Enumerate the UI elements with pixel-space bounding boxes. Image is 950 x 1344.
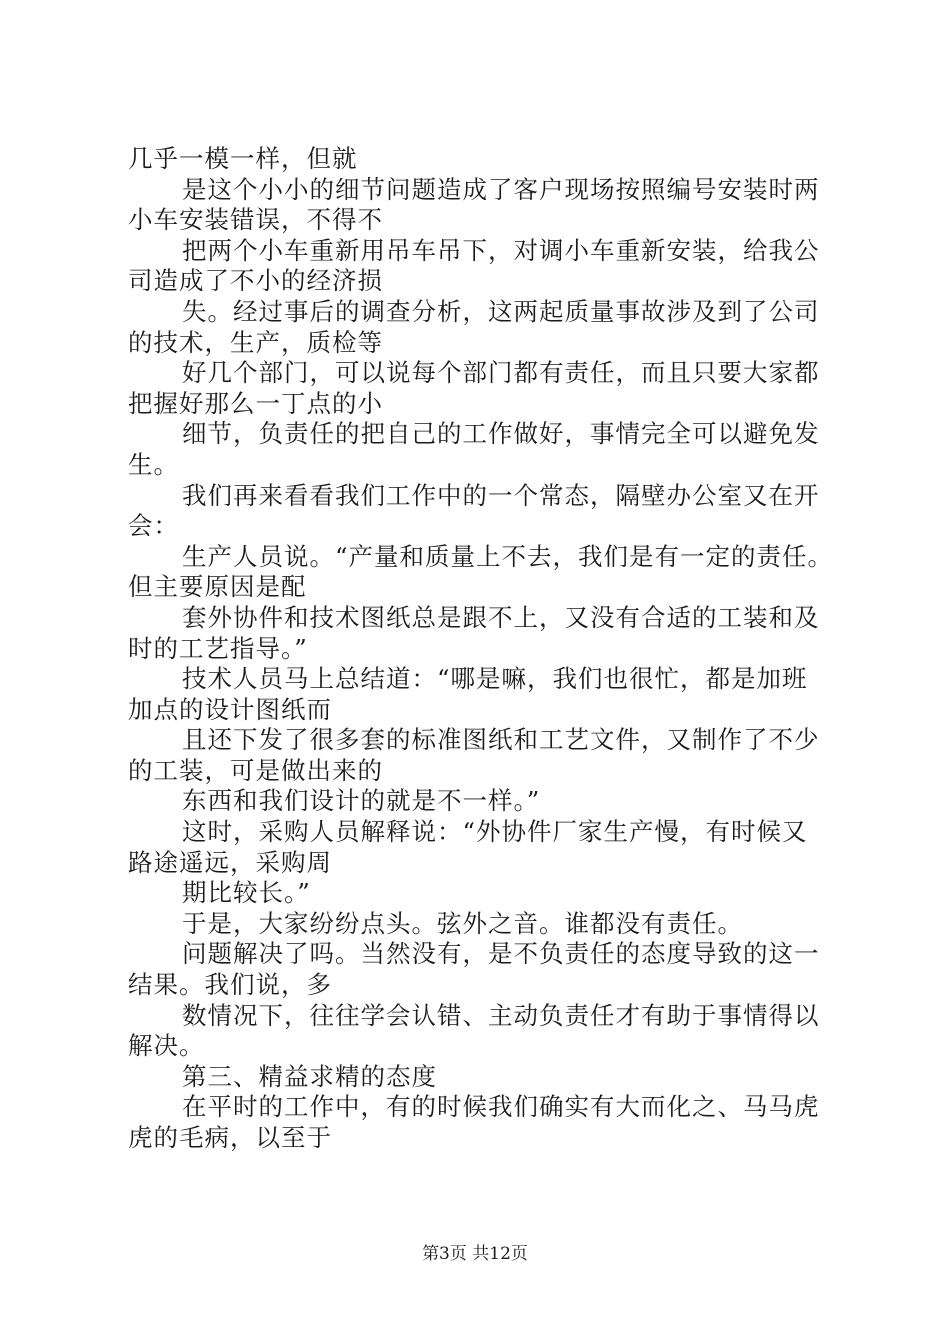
text-line: 套外协件和技术图纸总是跟不上，又没有合适的工装和及 <box>182 602 820 632</box>
text-line: 于是，大家纷纷点头。弦外之音。谁都没有责任。 <box>182 908 743 938</box>
text-line: 几乎一模一样，但就 <box>128 144 358 173</box>
text-line: 在平时的工作中，有的时候我们确实有大而化之、马马虎 <box>182 1092 820 1122</box>
text-line: 把握好那么一丁点的小 <box>128 388 383 418</box>
text-line: 技术人员马上总结道：“哪是嘛，我们也很忙，都是加班 <box>182 664 808 694</box>
text-line: 这时，采购人员解释说：“外协件厂家生产慢，有时候又 <box>182 817 808 847</box>
page-footer <box>0 1243 950 1265</box>
text-line: 加点的设计图纸而 <box>128 694 332 724</box>
text-line: 但主要原因是配 <box>128 572 307 602</box>
text-line: 解决。 <box>128 1031 205 1061</box>
text-line: 生。 <box>128 449 179 479</box>
text-line: 小车安装错误，不得不 <box>128 205 383 235</box>
text-line: 且还下发了很多套的标准图纸和工艺文件，又制作了不少 <box>182 725 820 755</box>
text-line: 的工装，可是做出来的 <box>128 755 383 785</box>
text-line: 我们再来看看我们工作中的一个常态，隔壁办公室又在开 <box>182 480 820 510</box>
text-line: 把两个小车重新用吊车吊下，对调小车重新安装，给我公 <box>182 235 820 265</box>
text-line: 虎的毛病，以至于 <box>128 1123 332 1152</box>
text-line: 问题解决了吗。当然没有，是不负责任的态度导致的这一 <box>182 939 820 969</box>
text-line: 司造成了不小的经济损 <box>128 266 383 296</box>
text-line: 数情况下，往往学会认错、主动负责任才有助于事情得以 <box>182 1000 820 1030</box>
body-text <box>128 144 838 1154</box>
page-number: 第3页 <box>422 1244 467 1264</box>
text-line: 会： <box>128 511 179 541</box>
text-line: 东西和我们设计的就是不一样。” <box>182 786 541 816</box>
text-line: 期比较长。” <box>182 878 311 908</box>
text-line: 好几个部门，可以说每个部门都有责任，而且只要大家都 <box>182 358 820 388</box>
text-line: 生产人员说。“产量和质量上不去，我们是有一定的责任。 <box>182 541 834 571</box>
text-line: 细节，负责任的把自己的工作做好，事情完全可以避免发 <box>182 419 820 449</box>
page-total: 共12页 <box>472 1244 528 1264</box>
text-line: 路途遥远，采购周 <box>128 847 332 877</box>
section-heading: 第三、精益求精的态度 <box>182 1061 437 1091</box>
text-line: 失。经过事后的调查分析，这两起质量事故涉及到了公司 <box>182 296 820 326</box>
text-line: 是这个小小的细节问题造成了客户现场按照编号安装时两 <box>182 174 820 204</box>
text-line: 的技术，生产，质检等 <box>128 327 383 357</box>
text-line: 时的工艺指导。” <box>128 633 308 663</box>
text-line: 结果。我们说，多 <box>128 970 332 1000</box>
